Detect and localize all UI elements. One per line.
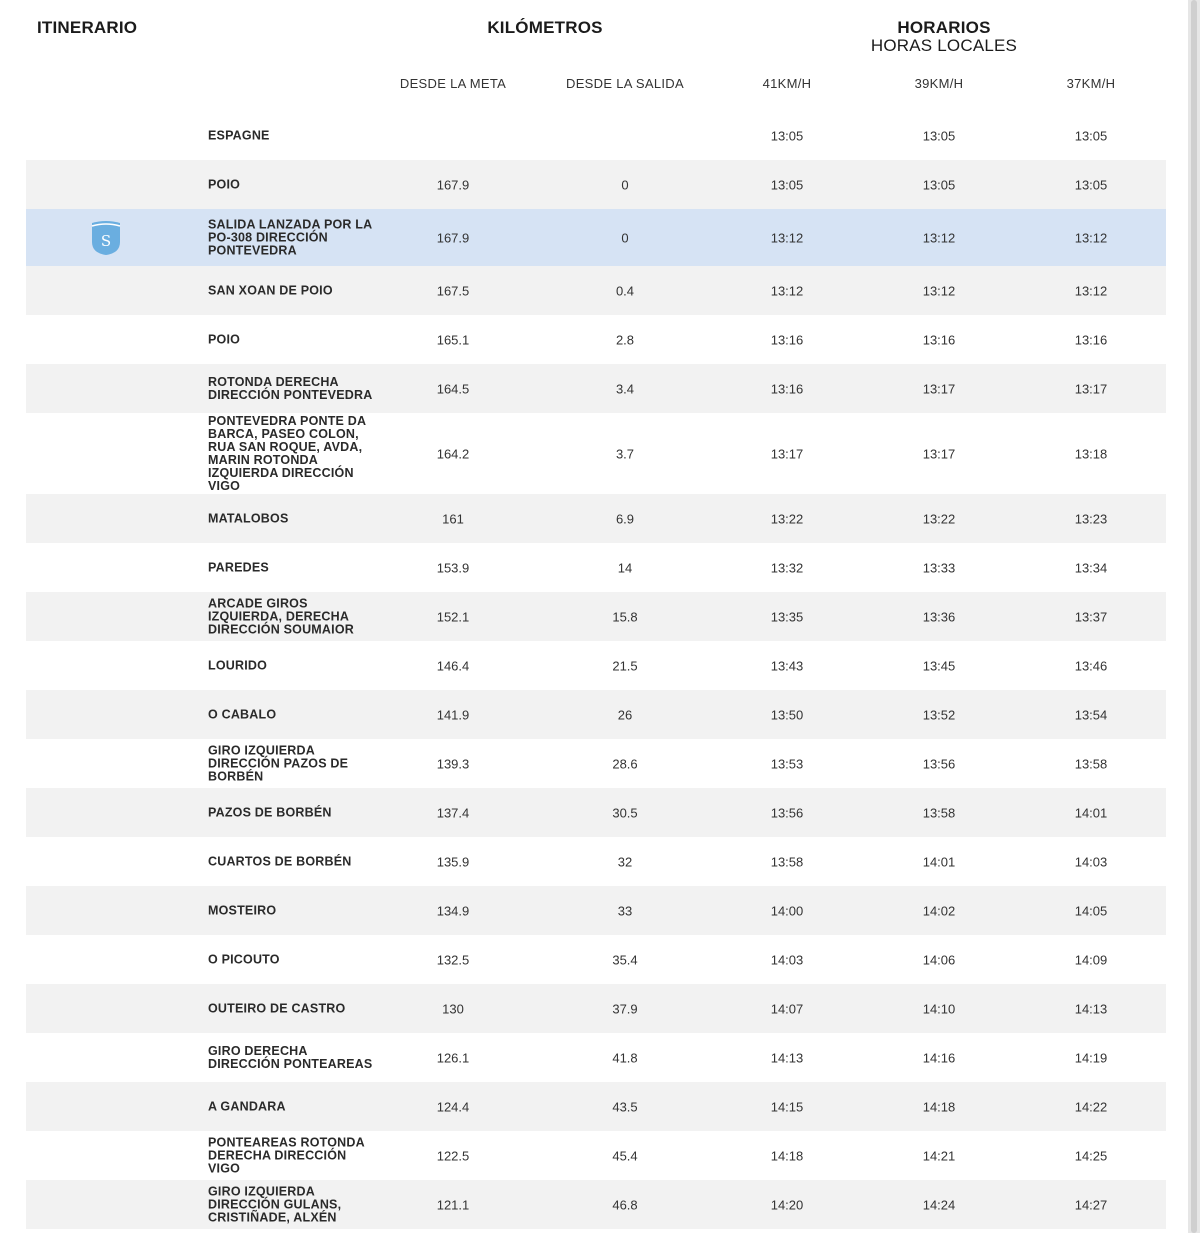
row-time-37kmh: 13:12: [1074, 283, 1108, 298]
row-place: LOURIDO: [208, 658, 268, 672]
row-desde-meta: 146.4: [436, 658, 470, 673]
row-desde-meta: 167.9: [436, 230, 470, 245]
row-time-37kmh: 14:22: [1074, 1099, 1108, 1114]
table-row: [26, 111, 1166, 160]
row-time-41kmh: 13:53: [770, 756, 804, 771]
row-time-41kmh: 13:58: [770, 854, 804, 869]
start-icon-letter: S: [100, 231, 112, 250]
col-header-37kmh: 37KM/H: [1066, 76, 1116, 91]
row-time-39kmh: 13:22: [922, 511, 956, 526]
row-time-41kmh: 13:16: [770, 381, 804, 396]
row-desde-salida: 3.4: [615, 381, 635, 396]
row-time-39kmh: 14:18: [922, 1099, 956, 1114]
table-row: [26, 543, 1166, 592]
row-time-41kmh: 14:03: [770, 952, 804, 967]
row-time-41kmh: 13:16: [770, 332, 804, 347]
table-row: [26, 413, 1166, 494]
row-time-37kmh: 14:03: [1074, 854, 1108, 869]
start-icon-cell: [26, 209, 186, 266]
table-row: [26, 1082, 1166, 1131]
table-row: [26, 788, 1166, 837]
itinerario-header: ITINERARIO: [37, 18, 138, 37]
row-time-39kmh: 13:17: [922, 381, 956, 396]
table-row: [26, 209, 1166, 266]
row-desde-meta: 167.9: [436, 177, 470, 192]
row-time-41kmh: 14:20: [770, 1197, 804, 1212]
col-header-39kmh: 39KM/H: [914, 76, 964, 91]
row-time-41kmh: 14:13: [770, 1050, 804, 1065]
table-row: [26, 592, 1166, 641]
row-desde-meta: 126.1: [436, 1050, 470, 1065]
row-desde-salida: 46.8: [612, 1197, 638, 1212]
table-row: [26, 690, 1166, 739]
row-desde-salida: 26: [617, 707, 633, 722]
row-time-37kmh: 13:54: [1074, 707, 1108, 722]
col-header-41kmh: 41KM/H: [762, 76, 812, 91]
col-header-desde-salida: DESDE LA SALIDA: [566, 76, 684, 91]
row-time-37kmh: 14:05: [1074, 903, 1108, 918]
row-time-39kmh: 13:12: [922, 283, 956, 298]
row-place: PONTEVEDRA PONTE DA BARCA, PASEO COLON, RUA SAN ROQUE, AVDA, MARIN ROTONDA IZQUIERDA DIRECCIÓN VIGO: [208, 413, 366, 493]
row-time-41kmh: 13:22: [770, 511, 804, 526]
row-time-37kmh: 13:05: [1074, 128, 1108, 143]
row-time-37kmh: 13:58: [1074, 756, 1108, 771]
row-time-39kmh: 13:45: [922, 658, 956, 673]
row-time-41kmh: 14:00: [770, 903, 804, 918]
row-desde-salida: 37.9: [612, 1001, 638, 1016]
row-place: GIRO DERECHA DIRECCIÓN PONTEAREAS: [208, 1043, 373, 1071]
row-desde-salida: 43.5: [612, 1099, 638, 1114]
row-place: PONTEAREAS ROTONDA DERECHA DIRECCIÓN VIGO: [208, 1135, 365, 1175]
table-row: [26, 739, 1166, 788]
row-desde-meta: 139.3: [436, 756, 470, 771]
row-time-41kmh: 14:15: [770, 1099, 804, 1114]
row-time-37kmh: 13:18: [1074, 446, 1108, 461]
row-time-39kmh: 13:52: [922, 707, 956, 722]
row-time-39kmh: 14:10: [922, 1001, 956, 1016]
row-time-41kmh: 13:43: [770, 658, 804, 673]
row-time-41kmh: 13:35: [770, 609, 804, 624]
row-time-41kmh: 13:05: [770, 128, 804, 143]
row-time-39kmh: 14:06: [922, 952, 956, 967]
row-desde-meta: 153.9: [436, 560, 470, 575]
table-row: [26, 886, 1166, 935]
horas-locales-subheader: HORAS LOCALES: [870, 36, 1018, 55]
row-place: MATALOBOS: [208, 511, 289, 525]
row-desde-salida: 0: [621, 230, 629, 245]
row-place: CUARTOS DE BORBÉN: [208, 854, 352, 868]
row-time-41kmh: 14:18: [770, 1148, 804, 1163]
row-desde-meta: 161: [442, 511, 464, 526]
row-place: SAN XOAN DE POIO: [208, 283, 333, 297]
scrollbar-thumb[interactable]: [1191, 0, 1197, 1233]
row-time-37kmh: 14:13: [1074, 1001, 1108, 1016]
table-row: [26, 1033, 1166, 1082]
row-time-41kmh: 13:12: [770, 230, 804, 245]
row-desde-salida: 35.4: [612, 952, 638, 967]
row-desde-salida: 28.6: [612, 756, 638, 771]
row-place: GIRO IZQUIERDA DIRECCIÓN PAZOS DE BORBÉN: [208, 743, 349, 783]
row-place: O CABALO: [208, 707, 277, 721]
row-time-39kmh: 13:16: [922, 332, 956, 347]
horarios-header: HORARIOS: [897, 18, 991, 37]
row-time-41kmh: 13:12: [770, 283, 804, 298]
row-time-39kmh: 13:12: [922, 230, 956, 245]
row-time-39kmh: 14:16: [922, 1050, 956, 1065]
row-desde-salida: 0: [621, 177, 629, 192]
row-desde-meta: 124.4: [436, 1099, 470, 1114]
row-time-39kmh: 14:21: [922, 1148, 956, 1163]
row-time-37kmh: 14:27: [1074, 1197, 1108, 1212]
row-desde-salida: 33: [617, 903, 633, 918]
table-row: [26, 984, 1166, 1033]
table-row: [26, 1131, 1166, 1180]
row-place: GIRO IZQUIERDA DIRECCIÓN GULANS, CRISTIÑADE, ALXÉN: [208, 1184, 342, 1224]
row-time-37kmh: 13:34: [1074, 560, 1108, 575]
row-time-39kmh: 14:01: [922, 854, 956, 869]
col-header-desde-meta: DESDE LA META: [399, 76, 507, 91]
row-desde-salida: 32: [617, 854, 633, 869]
row-time-37kmh: 13:16: [1074, 332, 1108, 347]
row-place: ROTONDA DERECHA DIRECCIÓN PONTEVEDRA: [208, 374, 373, 402]
row-desde-salida: 6.9: [615, 511, 635, 526]
table-row: [26, 935, 1166, 984]
row-time-37kmh: 13:37: [1074, 609, 1108, 624]
row-time-37kmh: 13:46: [1074, 658, 1108, 673]
row-time-37kmh: 13:12: [1074, 230, 1108, 245]
row-time-39kmh: 13:05: [922, 128, 956, 143]
table-row: [26, 1180, 1166, 1229]
row-time-41kmh: 13:50: [770, 707, 804, 722]
row-time-37kmh: 14:09: [1074, 952, 1108, 967]
table-row: [26, 641, 1166, 690]
row-time-39kmh: 13:05: [922, 177, 956, 192]
row-time-41kmh: 14:07: [770, 1001, 804, 1016]
row-time-39kmh: 13:36: [922, 609, 956, 624]
row-desde-meta: 164.2: [436, 446, 470, 461]
row-desde-salida: 15.8: [612, 609, 638, 624]
row-desde-meta: 130: [442, 1001, 464, 1016]
row-desde-meta: 164.5: [436, 381, 470, 396]
row-place: PAZOS DE BORBÉN: [208, 805, 332, 819]
row-desde-meta: 137.4: [436, 805, 470, 820]
row-desde-salida: 2.8: [615, 332, 635, 347]
table-row: [26, 160, 1166, 209]
table-row: [26, 837, 1166, 886]
row-time-37kmh: 13:05: [1074, 177, 1108, 192]
row-desde-meta: 122.5: [436, 1148, 470, 1163]
row-time-37kmh: 13:23: [1074, 511, 1108, 526]
row-time-39kmh: 13:56: [922, 756, 956, 771]
itinerary-table: [26, 111, 1166, 1229]
row-time-41kmh: 13:32: [770, 560, 804, 575]
row-desde-meta: 167.5: [436, 283, 470, 298]
row-desde-meta: 134.9: [436, 903, 470, 918]
kilometros-header: KILÓMETROS: [487, 18, 603, 37]
row-place: POIO: [208, 332, 241, 346]
row-place: PAREDES: [208, 560, 269, 574]
row-time-37kmh: 14:01: [1074, 805, 1108, 820]
row-place: ESPAGNE: [208, 128, 270, 142]
row-time-41kmh: 13:17: [770, 446, 804, 461]
row-place: ARCADE GIROS IZQUIERDA, DERECHA DIRECCIÓN SOUMAIOR: [208, 596, 354, 636]
row-place: POIO: [208, 177, 241, 191]
row-place: O PICOUTO: [208, 952, 280, 966]
row-place: SALIDA LANZADA POR LA PO-308 DIRECCIÓN PONTEVEDRA: [208, 217, 372, 257]
start-shield-icon: [91, 220, 121, 256]
row-desde-meta: 135.9: [436, 854, 470, 869]
table-row: [26, 494, 1166, 543]
row-place: A GANDARA: [208, 1099, 286, 1113]
row-time-41kmh: 13:56: [770, 805, 804, 820]
scrollbar[interactable]: [1188, 0, 1200, 1233]
row-desde-salida: 0.4: [615, 283, 635, 298]
row-time-39kmh: 14:24: [922, 1197, 956, 1212]
row-desde-meta: 132.5: [436, 952, 470, 967]
row-desde-meta: 141.9: [436, 707, 470, 722]
row-time-39kmh: 13:17: [922, 446, 956, 461]
row-time-39kmh: 13:58: [922, 805, 956, 820]
row-desde-salida: 30.5: [612, 805, 638, 820]
row-time-41kmh: 13:05: [770, 177, 804, 192]
table-row: [26, 315, 1166, 364]
row-desde-salida: 21.5: [612, 658, 638, 673]
row-time-37kmh: 14:19: [1074, 1050, 1108, 1065]
row-desde-salida: 41.8: [612, 1050, 638, 1065]
row-time-37kmh: 13:17: [1074, 381, 1108, 396]
row-desde-salida: 14: [617, 560, 633, 575]
row-place: MOSTEIRO: [208, 903, 277, 917]
row-time-39kmh: 13:33: [922, 560, 956, 575]
row-desde-salida: 3.7: [615, 446, 635, 461]
table-row: [26, 364, 1166, 413]
table-row: [26, 266, 1166, 315]
row-time-39kmh: 14:02: [922, 903, 956, 918]
row-desde-salida: 45.4: [612, 1148, 638, 1163]
row-desde-meta: 152.1: [436, 609, 470, 624]
row-desde-meta: 121.1: [436, 1197, 470, 1212]
row-place: OUTEIRO DE CASTRO: [208, 1001, 346, 1015]
row-time-37kmh: 14:25: [1074, 1148, 1108, 1163]
row-desde-meta: 165.1: [436, 332, 470, 347]
